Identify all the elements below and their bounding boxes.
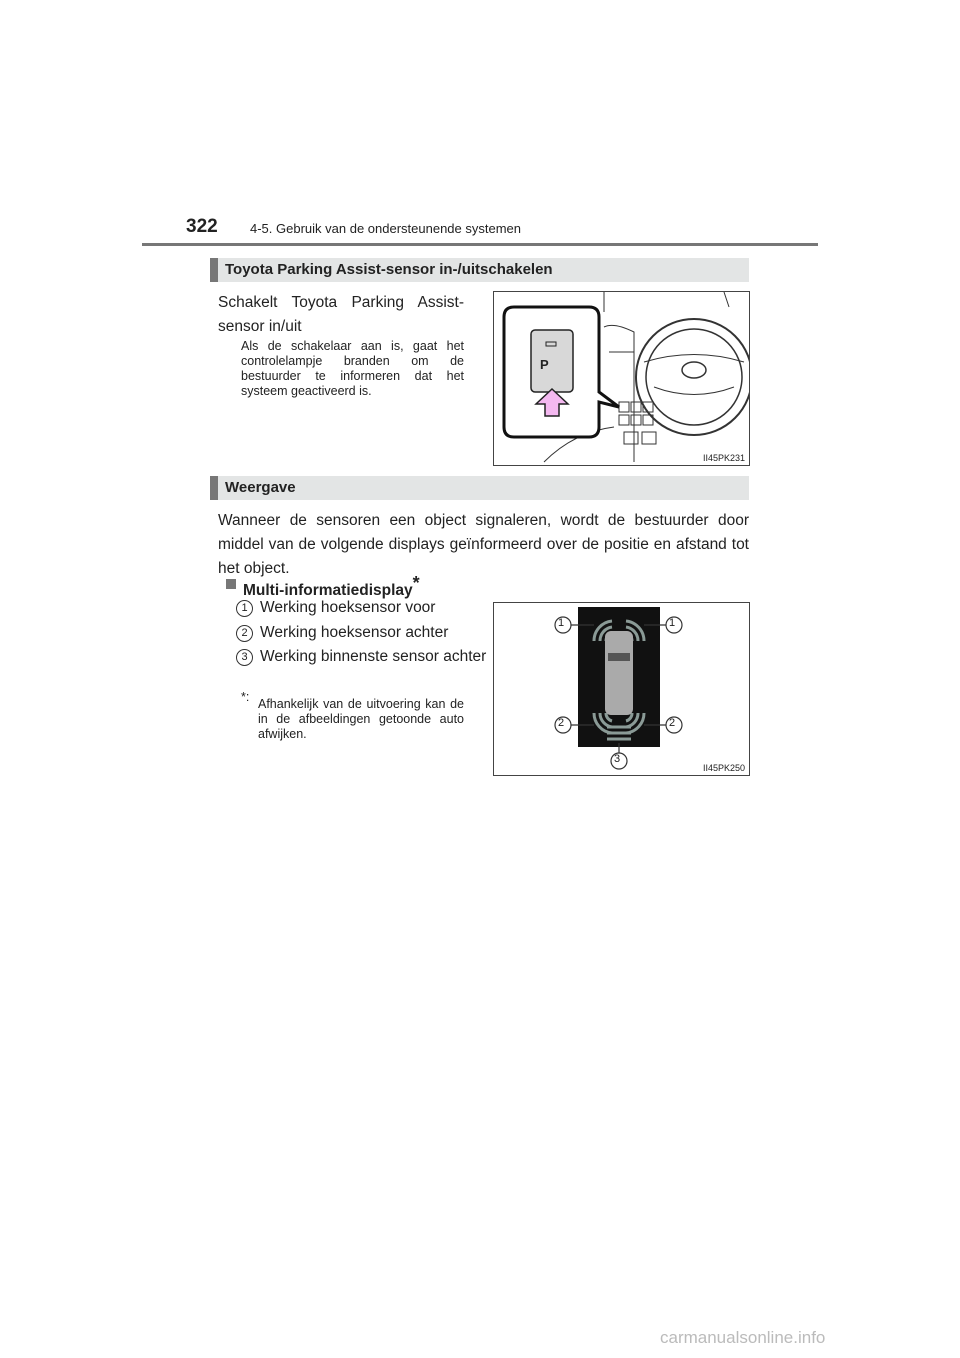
number-icon: 2 bbox=[236, 625, 253, 642]
dashboard-illustration bbox=[494, 292, 749, 465]
section-heading: Toyota Parking Assist-sensor in-/uitschakelen bbox=[210, 258, 749, 282]
section-text: Schakelt Toyota Parking Assist-sensor in/uit bbox=[218, 294, 464, 335]
sensor-display-illustration bbox=[494, 603, 749, 775]
list-item-label: Werking hoeksensor voor bbox=[260, 599, 436, 616]
page-number: 322 bbox=[186, 216, 218, 237]
number-icon: 1 bbox=[236, 600, 253, 617]
list-item bbox=[236, 596, 488, 620]
footnote: Afhankelijk van de uitvoering kan de in de afbeeldingen getoonde auto afwijken. bbox=[258, 697, 464, 741]
list-item-label: Werking binnenste sensor achter bbox=[260, 648, 487, 665]
callout-1: 1 bbox=[558, 617, 565, 629]
display-figure bbox=[493, 602, 750, 776]
section-note: Als de schakelaar aan is, gaat het controlelampje branden om de bestuurder te informeren dat het systeem geactiveerd is. bbox=[241, 339, 464, 398]
asterisk: * bbox=[412, 573, 420, 593]
section-heading: Weergave bbox=[210, 476, 749, 500]
figure-code: II45PK250 bbox=[702, 763, 745, 773]
callout-3: 3 bbox=[614, 753, 621, 765]
watermark: carmanualsonline.info bbox=[660, 1328, 826, 1347]
callout-2: 2 bbox=[669, 717, 676, 729]
callout-2: 2 bbox=[558, 717, 565, 729]
figure-code: II45PK231 bbox=[702, 453, 745, 463]
list-item bbox=[236, 645, 488, 669]
parking-assist-switch-label: P bbox=[540, 357, 549, 372]
list-item-label: Werking hoeksensor achter bbox=[260, 624, 449, 641]
section-text: Wanneer de sensoren een object signaleren, wordt de bestuurder door middel van de volgende displays geïnformeerd over de positie en afstand tot het object. bbox=[218, 512, 749, 577]
switch-figure bbox=[493, 291, 750, 466]
footnote-mark: *: bbox=[241, 690, 250, 704]
number-icon: 3 bbox=[236, 649, 253, 666]
subheading-text: Multi-informatiedisplay bbox=[243, 582, 413, 600]
chapter-title: 4-5. Gebruik van de ondersteunende systemen bbox=[250, 221, 522, 236]
list-item bbox=[236, 621, 488, 645]
callout-1: 1 bbox=[669, 617, 676, 629]
header-rule bbox=[142, 243, 818, 246]
bullet-square-icon bbox=[226, 579, 236, 589]
